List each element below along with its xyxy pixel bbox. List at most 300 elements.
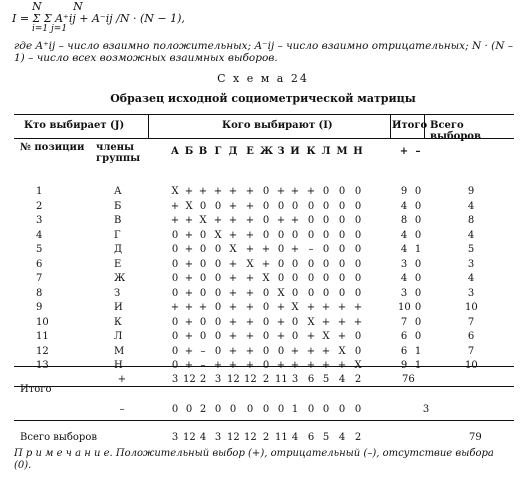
header-letter: Е <box>246 146 254 157</box>
matrix-cell: 0 <box>262 331 270 342</box>
matrix-cell: X <box>291 302 299 313</box>
header-position-no: № позиции <box>20 142 85 153</box>
matrix-cell: 0 <box>307 258 315 270</box>
all-choices-value: 6 <box>307 432 315 443</box>
totals-plus-value: 2 <box>354 374 362 385</box>
matrix-cell: 0 <box>214 287 222 299</box>
matrix-cell: + <box>290 186 300 197</box>
matrix-cell: + <box>170 302 180 313</box>
row-member: Н <box>114 360 123 371</box>
matrix-cell: 0 <box>354 273 362 284</box>
matrix-cell: 0 <box>199 287 207 299</box>
matrix-cell: + <box>213 215 223 226</box>
matrix-cell: 0 <box>338 229 346 241</box>
matrix-cell: + <box>245 345 255 357</box>
matrix-cell: + <box>170 200 180 212</box>
row-total-plus: 9 <box>400 186 408 197</box>
matrix-cell: 0 <box>171 316 179 328</box>
row-member: Д <box>114 244 123 255</box>
totals-minus-sum: 3 <box>422 404 430 415</box>
matrix-cell: + <box>290 360 300 371</box>
matrix-cell: X <box>214 229 222 241</box>
row-member: Г <box>114 229 121 241</box>
totals-plus-value: 2 <box>199 374 207 385</box>
matrix-cell: + <box>276 186 286 197</box>
row-all-choices: 8 <box>467 215 475 226</box>
matrix-cell: 0 <box>291 273 299 284</box>
totals-minus-value: 0 <box>185 404 193 415</box>
row-total-plus: 10 <box>398 302 411 313</box>
totals-plus-sum: 76 <box>402 374 415 385</box>
matrix-cell: + <box>337 302 347 313</box>
row-total-minus: 1 <box>414 360 422 371</box>
matrix-cell: 0 <box>277 345 285 357</box>
matrix-cell: – <box>200 345 206 357</box>
totals-plus-value: 2 <box>262 374 270 385</box>
matrix-cell: X <box>354 360 362 371</box>
row-total-minus: 1 <box>414 345 422 357</box>
matrix-cell: + <box>276 302 286 313</box>
matrix-cell: 0 <box>354 345 362 357</box>
all-choices-value: 12 <box>227 432 240 443</box>
matrix-cell: + <box>184 273 194 284</box>
matrix-cell: + <box>245 244 255 255</box>
matrix-cell: 0 <box>354 200 362 212</box>
matrix-cell: 0 <box>214 302 222 313</box>
row-position-no: 9 <box>36 302 43 313</box>
row-position-no: 6 <box>36 258 43 270</box>
matrix-cell: 0 <box>354 258 362 270</box>
row-position-no: 12 <box>36 345 49 357</box>
matrix-cell: + <box>228 258 238 270</box>
matrix-cell: + <box>290 345 300 357</box>
matrix-cell: 0 <box>307 215 315 226</box>
totals-plus-value: 3 <box>291 374 299 385</box>
matrix-cell: 0 <box>171 345 179 357</box>
matrix-cell: X <box>229 244 237 255</box>
matrix-cell: 0 <box>307 287 315 299</box>
row-member: А <box>114 186 122 197</box>
matrix-cell: + <box>228 302 238 313</box>
matrix-cell: + <box>213 186 223 197</box>
all-choices-label: Всего выборов <box>20 432 97 443</box>
matrix-cell: 0 <box>171 229 179 241</box>
row-member: З <box>114 287 121 299</box>
row-position-no: 13 <box>36 360 49 371</box>
row-all-choices: 4 <box>467 229 475 241</box>
table-vline <box>148 114 149 138</box>
matrix-cell: + <box>245 287 255 299</box>
row-total-minus: 1 <box>414 244 422 255</box>
row-all-choices: 5 <box>467 244 475 255</box>
matrix-cell: 0 <box>291 229 299 241</box>
matrix-cell: 0 <box>262 302 270 313</box>
header-minus: – <box>415 146 421 157</box>
matrix-cell: 0 <box>338 186 346 197</box>
row-total-plus: 8 <box>400 215 408 226</box>
matrix-cell: + <box>245 273 255 284</box>
matrix-cell: + <box>306 360 316 371</box>
row-all-choices: 10 <box>465 302 478 313</box>
matrix-cell: 0 <box>338 215 346 226</box>
matrix-cell: 0 <box>277 229 285 241</box>
matrix-cell: 0 <box>199 258 207 270</box>
matrix-cell: 0 <box>354 229 362 241</box>
row-total-plus: 7 <box>400 316 408 328</box>
matrix-cell: X <box>262 273 270 284</box>
matrix-cell: + <box>184 215 194 226</box>
formula <box>6 0 306 34</box>
totals-minus-value: 0 <box>246 404 254 415</box>
header-letter: В <box>198 146 208 157</box>
matrix-cell: + <box>184 186 194 197</box>
matrix-cell: 0 <box>199 331 207 342</box>
matrix-cell: X <box>338 345 346 357</box>
formula-definition: где A⁺ij – число взаимно положительных; A⁻ij – число взаимно отрицательных; N · (N – 1) – число всех возможных взаимных выборов. <box>14 40 514 64</box>
totals-minus-value: 0 <box>262 404 270 415</box>
header-whom-chosen: Кого выбирают (I) <box>222 120 333 131</box>
row-position-no: 11 <box>36 331 49 342</box>
row-all-choices: 9 <box>467 186 475 197</box>
totals-plus-value: 3 <box>171 374 179 385</box>
row-total-minus: 0 <box>414 316 422 328</box>
matrix-cell: 0 <box>199 316 207 328</box>
table-rule <box>14 114 514 115</box>
matrix-cell: + <box>321 302 331 313</box>
all-choices-value: 11 <box>275 432 288 443</box>
row-total-plus: 4 <box>400 229 408 241</box>
row-total-minus: 0 <box>414 302 422 313</box>
totals-minus-value: 0 <box>171 404 179 415</box>
header-letter: З <box>277 146 285 157</box>
header-plus: + <box>399 146 409 157</box>
row-member: К <box>114 316 122 328</box>
matrix-cell: 0 <box>199 200 207 212</box>
matrix-cell: 0 <box>338 244 346 255</box>
row-total-minus: 0 <box>414 331 422 342</box>
matrix-cell: + <box>321 345 331 357</box>
matrix-cell: + <box>276 331 286 342</box>
matrix-cell: 0 <box>354 287 362 299</box>
all-choices-value: 12 <box>244 432 257 443</box>
matrix-cell: + <box>245 215 255 226</box>
matrix-cell: 0 <box>199 273 207 284</box>
row-total-minus: 0 <box>414 287 422 299</box>
totals-minus-value: 0 <box>354 404 362 415</box>
totals-minus-value: 0 <box>307 404 315 415</box>
row-total-plus: 6 <box>400 331 408 342</box>
matrix-cell: 0 <box>262 287 270 299</box>
all-choices-value: 3 <box>171 432 179 443</box>
matrix-cell: X <box>171 186 179 197</box>
header-members: члены группы <box>96 142 141 164</box>
matrix-cell: + <box>321 360 331 371</box>
matrix-cell: 0 <box>322 229 330 241</box>
all-choices-value: 5 <box>322 432 330 443</box>
matrix-cell: + <box>184 345 194 357</box>
header-letter: Л <box>321 146 331 157</box>
matrix-cell: 0 <box>307 200 315 212</box>
matrix-cell: – <box>308 244 314 255</box>
row-all-choices: 3 <box>467 258 475 270</box>
matrix-cell: + <box>228 287 238 299</box>
all-choices-value: 3 <box>214 432 222 443</box>
row-total-plus: 3 <box>400 287 408 299</box>
matrix-cell: 0 <box>277 258 285 270</box>
row-total-plus: 4 <box>400 244 408 255</box>
matrix-cell: + <box>245 316 255 328</box>
matrix-cell: + <box>290 215 300 226</box>
header-letter: М <box>336 146 348 157</box>
matrix-cell: + <box>198 186 208 197</box>
totals-minus-sign: – <box>119 404 125 415</box>
row-all-choices: 4 <box>467 200 475 212</box>
matrix-cell: 0 <box>322 273 330 284</box>
matrix-cell: + <box>245 200 255 212</box>
matrix-cell: + <box>213 360 223 371</box>
row-member: В <box>114 215 122 226</box>
matrix-cell: 0 <box>354 186 362 197</box>
matrix-cell: + <box>184 331 194 342</box>
matrix-cell: 0 <box>214 331 222 342</box>
matrix-cell: + <box>245 331 255 342</box>
matrix-cell: + <box>306 302 316 313</box>
header-letter: Г <box>214 146 222 157</box>
matrix-cell: + <box>245 302 255 313</box>
matrix-cell: + <box>228 316 238 328</box>
matrix-cell: 0 <box>262 360 270 371</box>
header-letter: Ж <box>260 146 274 157</box>
all-choices-value: 4 <box>338 432 346 443</box>
matrix-cell: 0 <box>214 200 222 212</box>
totals-plus-value: 12 <box>227 374 240 385</box>
header-letter: К <box>306 146 316 157</box>
row-total-plus: 3 <box>400 258 408 270</box>
matrix-cell: + <box>276 215 286 226</box>
matrix-cell: + <box>228 273 238 284</box>
matrix-cell: + <box>245 229 255 241</box>
matrix-cell: + <box>170 215 180 226</box>
matrix-cell: + <box>228 360 238 371</box>
all-choices-value: 2 <box>354 432 362 443</box>
matrix-cell: + <box>228 345 238 357</box>
matrix-cell: 0 <box>171 244 179 255</box>
matrix-cell: 0 <box>214 244 222 255</box>
matrix-cell: + <box>276 360 286 371</box>
row-position-no: 4 <box>36 229 43 241</box>
matrix-cell: 0 <box>214 316 222 328</box>
row-member: М <box>114 345 125 357</box>
totals-minus-value: 0 <box>277 404 285 415</box>
totals-plus-value: 5 <box>322 374 330 385</box>
matrix-cell: – <box>200 360 206 371</box>
matrix-cell: 0 <box>291 287 299 299</box>
table-vline <box>390 114 391 138</box>
matrix-cell: 0 <box>262 200 270 212</box>
table-note: П р и м е ч а н и е. Положительный выбор (+), отрицательный (–), отсутствие выбора (0). <box>14 448 494 471</box>
totals-plus-sign: + <box>117 374 127 385</box>
matrix-cell: + <box>306 331 316 342</box>
matrix-cell: 0 <box>338 258 346 270</box>
matrix-cell: + <box>337 316 347 328</box>
scheme-label: С х е м а 24 <box>217 72 309 85</box>
totals-minus-value: 0 <box>214 404 222 415</box>
matrix-cell: 0 <box>214 345 222 357</box>
header-letter: А <box>170 146 180 157</box>
matrix-cell: 0 <box>171 258 179 270</box>
header-letter: Н <box>353 146 363 157</box>
matrix-cell: + <box>228 215 238 226</box>
matrix-cell: + <box>261 258 271 270</box>
totals-minus-value: 2 <box>199 404 207 415</box>
row-all-choices: 3 <box>467 287 475 299</box>
all-choices-value: 12 <box>183 432 196 443</box>
row-position-no: 1 <box>36 186 43 197</box>
row-position-no: 3 <box>36 215 43 226</box>
matrix-cell: 0 <box>171 331 179 342</box>
all-choices-sum: 79 <box>469 432 482 443</box>
matrix-cell: 0 <box>291 200 299 212</box>
totals-label: Итого <box>20 384 52 395</box>
header-total: Итого <box>392 120 428 131</box>
matrix-cell: + <box>198 302 208 313</box>
row-total-plus: 6 <box>400 345 408 357</box>
row-position-no: 7 <box>36 273 43 284</box>
table-rule <box>14 420 514 421</box>
matrix-cell: + <box>306 186 316 197</box>
all-choices-value: 2 <box>262 432 270 443</box>
matrix-cell: 0 <box>354 244 362 255</box>
matrix-cell: + <box>306 345 316 357</box>
matrix-cell: 0 <box>322 287 330 299</box>
matrix-cell: 0 <box>199 229 207 241</box>
row-total-minus: 0 <box>414 200 422 212</box>
matrix-cell: + <box>184 360 194 371</box>
matrix-cell: 0 <box>354 331 362 342</box>
row-member: Л <box>114 331 123 342</box>
matrix-cell: 0 <box>262 229 270 241</box>
matrix-cell: 0 <box>322 258 330 270</box>
matrix-cell: 0 <box>291 331 299 342</box>
matrix-cell: 0 <box>338 287 346 299</box>
matrix-cell: X <box>246 258 254 270</box>
matrix-cell: 0 <box>322 244 330 255</box>
table-rule <box>14 386 514 387</box>
totals-plus-value: 4 <box>338 374 346 385</box>
totals-minus-value: 0 <box>322 404 330 415</box>
matrix-cell: + <box>276 316 286 328</box>
matrix-cell: 0 <box>338 200 346 212</box>
row-position-no: 5 <box>36 244 43 255</box>
matrix-cell: + <box>228 186 238 197</box>
totals-minus-value: 1 <box>291 404 299 415</box>
matrix-cell: X <box>185 200 193 212</box>
matrix-cell: X <box>307 316 315 328</box>
totals-minus-value: 0 <box>338 404 346 415</box>
row-position-no: 8 <box>36 287 43 299</box>
table-title: Образец исходной социометрической матрицы <box>110 92 416 105</box>
row-total-minus: 0 <box>414 186 422 197</box>
all-choices-value: 4 <box>291 432 299 443</box>
header-all-choices: Всего выборов <box>430 120 481 142</box>
all-choices-value: 4 <box>199 432 207 443</box>
matrix-cell: 0 <box>322 200 330 212</box>
matrix-cell: + <box>184 302 194 313</box>
matrix-cell: X <box>199 215 207 226</box>
matrix-cell: + <box>337 360 347 371</box>
matrix-cell: + <box>353 316 363 328</box>
totals-plus-value: 6 <box>307 374 315 385</box>
matrix-cell: + <box>321 316 331 328</box>
totals-plus-value: 12 <box>183 374 196 385</box>
row-member: Б <box>114 200 122 212</box>
row-total-plus: 9 <box>400 360 408 371</box>
row-all-choices: 7 <box>467 345 475 357</box>
matrix-cell: 0 <box>171 273 179 284</box>
header-letter: Б <box>184 146 194 157</box>
matrix-cell: + <box>290 244 300 255</box>
matrix-cell: + <box>245 186 255 197</box>
matrix-cell: 0 <box>307 273 315 284</box>
row-total-minus: 0 <box>414 258 422 270</box>
matrix-cell: 0 <box>322 215 330 226</box>
matrix-cell: 0 <box>291 258 299 270</box>
matrix-cell: 0 <box>338 273 346 284</box>
matrix-cell: 0 <box>171 287 179 299</box>
row-position-no: 2 <box>36 200 43 212</box>
row-member: Е <box>114 258 122 270</box>
row-all-choices: 4 <box>467 273 475 284</box>
matrix-cell: 0 <box>199 244 207 255</box>
formula-sum-limits-bottom: i=1 j=1 <box>32 24 68 34</box>
row-member: И <box>114 302 123 313</box>
row-position-no: 10 <box>36 316 49 328</box>
row-total-plus: 4 <box>400 200 408 212</box>
formula-main: I = Σ Σ A⁺ij + A⁻ij /N · (N − 1), <box>12 12 185 25</box>
matrix-cell: + <box>337 331 347 342</box>
matrix-cell: + <box>184 287 194 299</box>
matrix-cell: 0 <box>291 316 299 328</box>
matrix-cell: + <box>184 229 194 241</box>
matrix-cell: 0 <box>307 229 315 241</box>
row-member: Ж <box>114 273 126 284</box>
header-who-chooses: Кто выбирает (J) <box>24 120 125 131</box>
matrix-cell: 0 <box>354 215 362 226</box>
matrix-cell: 0 <box>262 316 270 328</box>
matrix-cell: 0 <box>214 258 222 270</box>
row-total-plus: 4 <box>400 273 408 284</box>
matrix-cell: + <box>228 331 238 342</box>
header-letter: Д <box>228 146 238 157</box>
matrix-cell: + <box>228 200 238 212</box>
totals-minus-value: 0 <box>229 404 237 415</box>
matrix-cell: 0 <box>262 345 270 357</box>
matrix-cell: 0 <box>322 186 330 197</box>
row-total-minus: 0 <box>414 215 422 226</box>
row-total-minus: 0 <box>414 229 422 241</box>
matrix-cell: + <box>184 258 194 270</box>
matrix-cell: 0 <box>214 273 222 284</box>
totals-plus-value: 11 <box>275 374 288 385</box>
matrix-cell: 0 <box>171 360 179 371</box>
matrix-cell: 0 <box>277 200 285 212</box>
matrix-cell: + <box>228 229 238 241</box>
matrix-cell: + <box>353 302 363 313</box>
matrix-cell: 0 <box>277 273 285 284</box>
matrix-cell: + <box>261 244 271 255</box>
matrix-cell: + <box>245 360 255 371</box>
matrix-cell: 0 <box>262 186 270 197</box>
